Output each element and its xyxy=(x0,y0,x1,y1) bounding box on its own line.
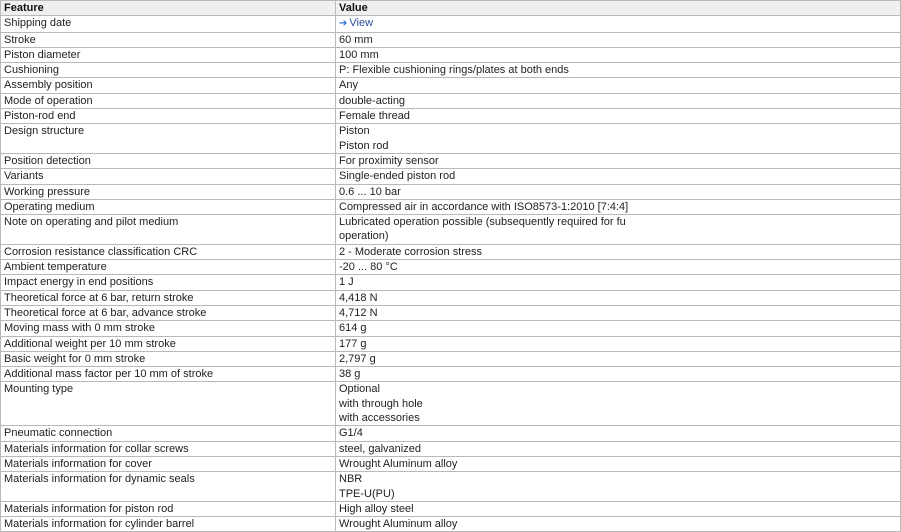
value-cell xyxy=(336,47,901,62)
value-line: with accessories xyxy=(339,412,420,425)
value-line: 0.6 ... 10 bar xyxy=(339,185,401,198)
feature-cell: Note on operating and pilot medium xyxy=(1,215,336,245)
feature-cell: Additional mass factor per 10 mm of stroke xyxy=(1,367,336,382)
value-line: 2 - Moderate corrosion stress xyxy=(339,245,483,258)
table-row xyxy=(1,47,901,62)
value-line: -20 ... 80 °C xyxy=(339,261,398,274)
value-line: double-acting xyxy=(339,94,406,107)
value-line: 177 g xyxy=(339,337,367,350)
table-row xyxy=(1,321,901,336)
feature-cell: Stroke xyxy=(1,32,336,47)
value-line: 38 g xyxy=(339,368,361,381)
feature-cell: Piston diameter xyxy=(1,47,336,62)
feature-cell: Impact energy in end positions xyxy=(1,275,336,290)
value-cell xyxy=(336,367,901,382)
value-column-header: Value xyxy=(336,1,901,16)
value-cell xyxy=(336,321,901,336)
table-row xyxy=(1,199,901,214)
feature-column-header: Feature xyxy=(1,1,336,16)
feature-cell: Pneumatic connection xyxy=(1,426,336,441)
feature-cell: Design structure xyxy=(1,124,336,154)
table-row xyxy=(1,215,901,245)
table-row xyxy=(1,441,901,456)
value-line: 100 mm xyxy=(339,48,379,61)
table-row xyxy=(1,456,901,471)
feature-cell: Cushioning xyxy=(1,63,336,78)
value-cell xyxy=(336,153,901,168)
view-link[interactable] xyxy=(339,16,900,31)
feature-cell: Position detection xyxy=(1,153,336,168)
value-line: Wrought Aluminum alloy xyxy=(339,518,458,531)
value-cell xyxy=(336,199,901,214)
table-row xyxy=(1,169,901,184)
feature-cell: Moving mass with 0 mm stroke xyxy=(1,321,336,336)
table-row xyxy=(1,426,901,441)
feature-cell: Additional weight per 10 mm stroke xyxy=(1,336,336,351)
table-row xyxy=(1,367,901,382)
value-cell xyxy=(336,16,901,32)
value-cell xyxy=(336,501,901,516)
value-line: Female thread xyxy=(339,110,410,123)
value-cell xyxy=(336,109,901,124)
value-line: 2,797 g xyxy=(339,352,376,365)
value-line: 1 J xyxy=(339,276,354,289)
value-cell xyxy=(336,215,901,245)
value-line: NBR xyxy=(339,473,363,486)
feature-cell: Assembly position xyxy=(1,78,336,93)
table-row xyxy=(1,109,901,124)
table-row xyxy=(1,16,901,32)
value-line: with through hole xyxy=(339,397,423,410)
value-cell xyxy=(336,336,901,351)
value-line: 4,418 N xyxy=(339,291,378,304)
table-row xyxy=(1,78,901,93)
feature-cell: Piston-rod end xyxy=(1,109,336,124)
feature-cell: Mode of operation xyxy=(1,93,336,108)
value-cell xyxy=(336,63,901,78)
value-line: G1/4 xyxy=(339,427,363,440)
feature-cell: Materials information for collar screws xyxy=(1,441,336,456)
table-row xyxy=(1,244,901,259)
value-cell xyxy=(336,124,901,154)
value-cell xyxy=(336,290,901,305)
table-row xyxy=(1,501,901,516)
value-line: Optional xyxy=(339,383,380,396)
feature-cell: Theoretical force at 6 bar, advance stroke xyxy=(1,305,336,320)
table-row xyxy=(1,351,901,366)
value-line: Compressed air in accordance with ISO8573-1:2010 [7:4:4] xyxy=(339,200,629,213)
feature-cell: Mounting type xyxy=(1,382,336,426)
value-cell xyxy=(336,382,901,426)
value-cell xyxy=(336,441,901,456)
value-line: Single-ended piston rod xyxy=(339,170,456,183)
value-cell xyxy=(336,244,901,259)
value-cell xyxy=(336,32,901,47)
feature-cell: Theoretical force at 6 bar, return stroke xyxy=(1,290,336,305)
table-row xyxy=(1,382,901,426)
value-line: operation) xyxy=(339,230,389,243)
feature-cell: Shipping date xyxy=(1,16,336,32)
feature-cell: Materials information for piston rod xyxy=(1,501,336,516)
table-row xyxy=(1,472,901,502)
feature-cell: Materials information for cover xyxy=(1,456,336,471)
value-line: P: Flexible cushioning rings/plates at both ends xyxy=(339,64,569,77)
table-row xyxy=(1,305,901,320)
value-line: TPE-U(PU) xyxy=(339,487,395,500)
table-row xyxy=(1,63,901,78)
value-cell xyxy=(336,517,901,532)
feature-cell: Working pressure xyxy=(1,184,336,199)
feature-cell: Operating medium xyxy=(1,199,336,214)
value-cell xyxy=(336,305,901,320)
value-line: Any xyxy=(339,79,358,92)
value-line: steel, galvanized xyxy=(339,442,421,455)
table-row xyxy=(1,275,901,290)
value-line: Piston xyxy=(339,125,370,138)
table-row xyxy=(1,184,901,199)
table-row xyxy=(1,124,901,154)
value-cell xyxy=(336,78,901,93)
value-line: Piston rod xyxy=(339,139,389,152)
value-cell xyxy=(336,351,901,366)
value-cell xyxy=(336,456,901,471)
feature-cell: Basic weight for 0 mm stroke xyxy=(1,351,336,366)
table-row xyxy=(1,517,901,532)
value-line: For proximity sensor xyxy=(339,154,439,167)
spec-table-body xyxy=(1,16,901,532)
feature-cell: Variants xyxy=(1,169,336,184)
feature-cell: Materials information for dynamic seals xyxy=(1,472,336,502)
view-link-label: View xyxy=(349,17,374,30)
value-cell xyxy=(336,472,901,502)
value-line: High alloy steel xyxy=(339,502,414,515)
table-row xyxy=(1,32,901,47)
table-row xyxy=(1,260,901,275)
value-cell xyxy=(336,184,901,199)
value-cell xyxy=(336,260,901,275)
value-cell xyxy=(336,169,901,184)
feature-cell: Materials information for cylinder barrel xyxy=(1,517,336,532)
table-row xyxy=(1,336,901,351)
value-line: 614 g xyxy=(339,322,367,335)
table-row xyxy=(1,93,901,108)
feature-cell: Ambient temperature xyxy=(1,260,336,275)
value-cell xyxy=(336,426,901,441)
table-row xyxy=(1,153,901,168)
value-line: 4,712 N xyxy=(339,306,378,319)
value-cell xyxy=(336,275,901,290)
value-line: Lubricated operation possible (subsequently required for fu xyxy=(339,216,626,229)
table-row xyxy=(1,290,901,305)
value-cell xyxy=(336,93,901,108)
value-line: 60 mm xyxy=(339,33,373,46)
value-line: Wrought Aluminum alloy xyxy=(339,457,458,470)
table-header-row xyxy=(1,1,901,16)
feature-cell: Corrosion resistance classification CRC xyxy=(1,244,336,259)
arrow-right-icon: ➔ xyxy=(339,18,348,30)
